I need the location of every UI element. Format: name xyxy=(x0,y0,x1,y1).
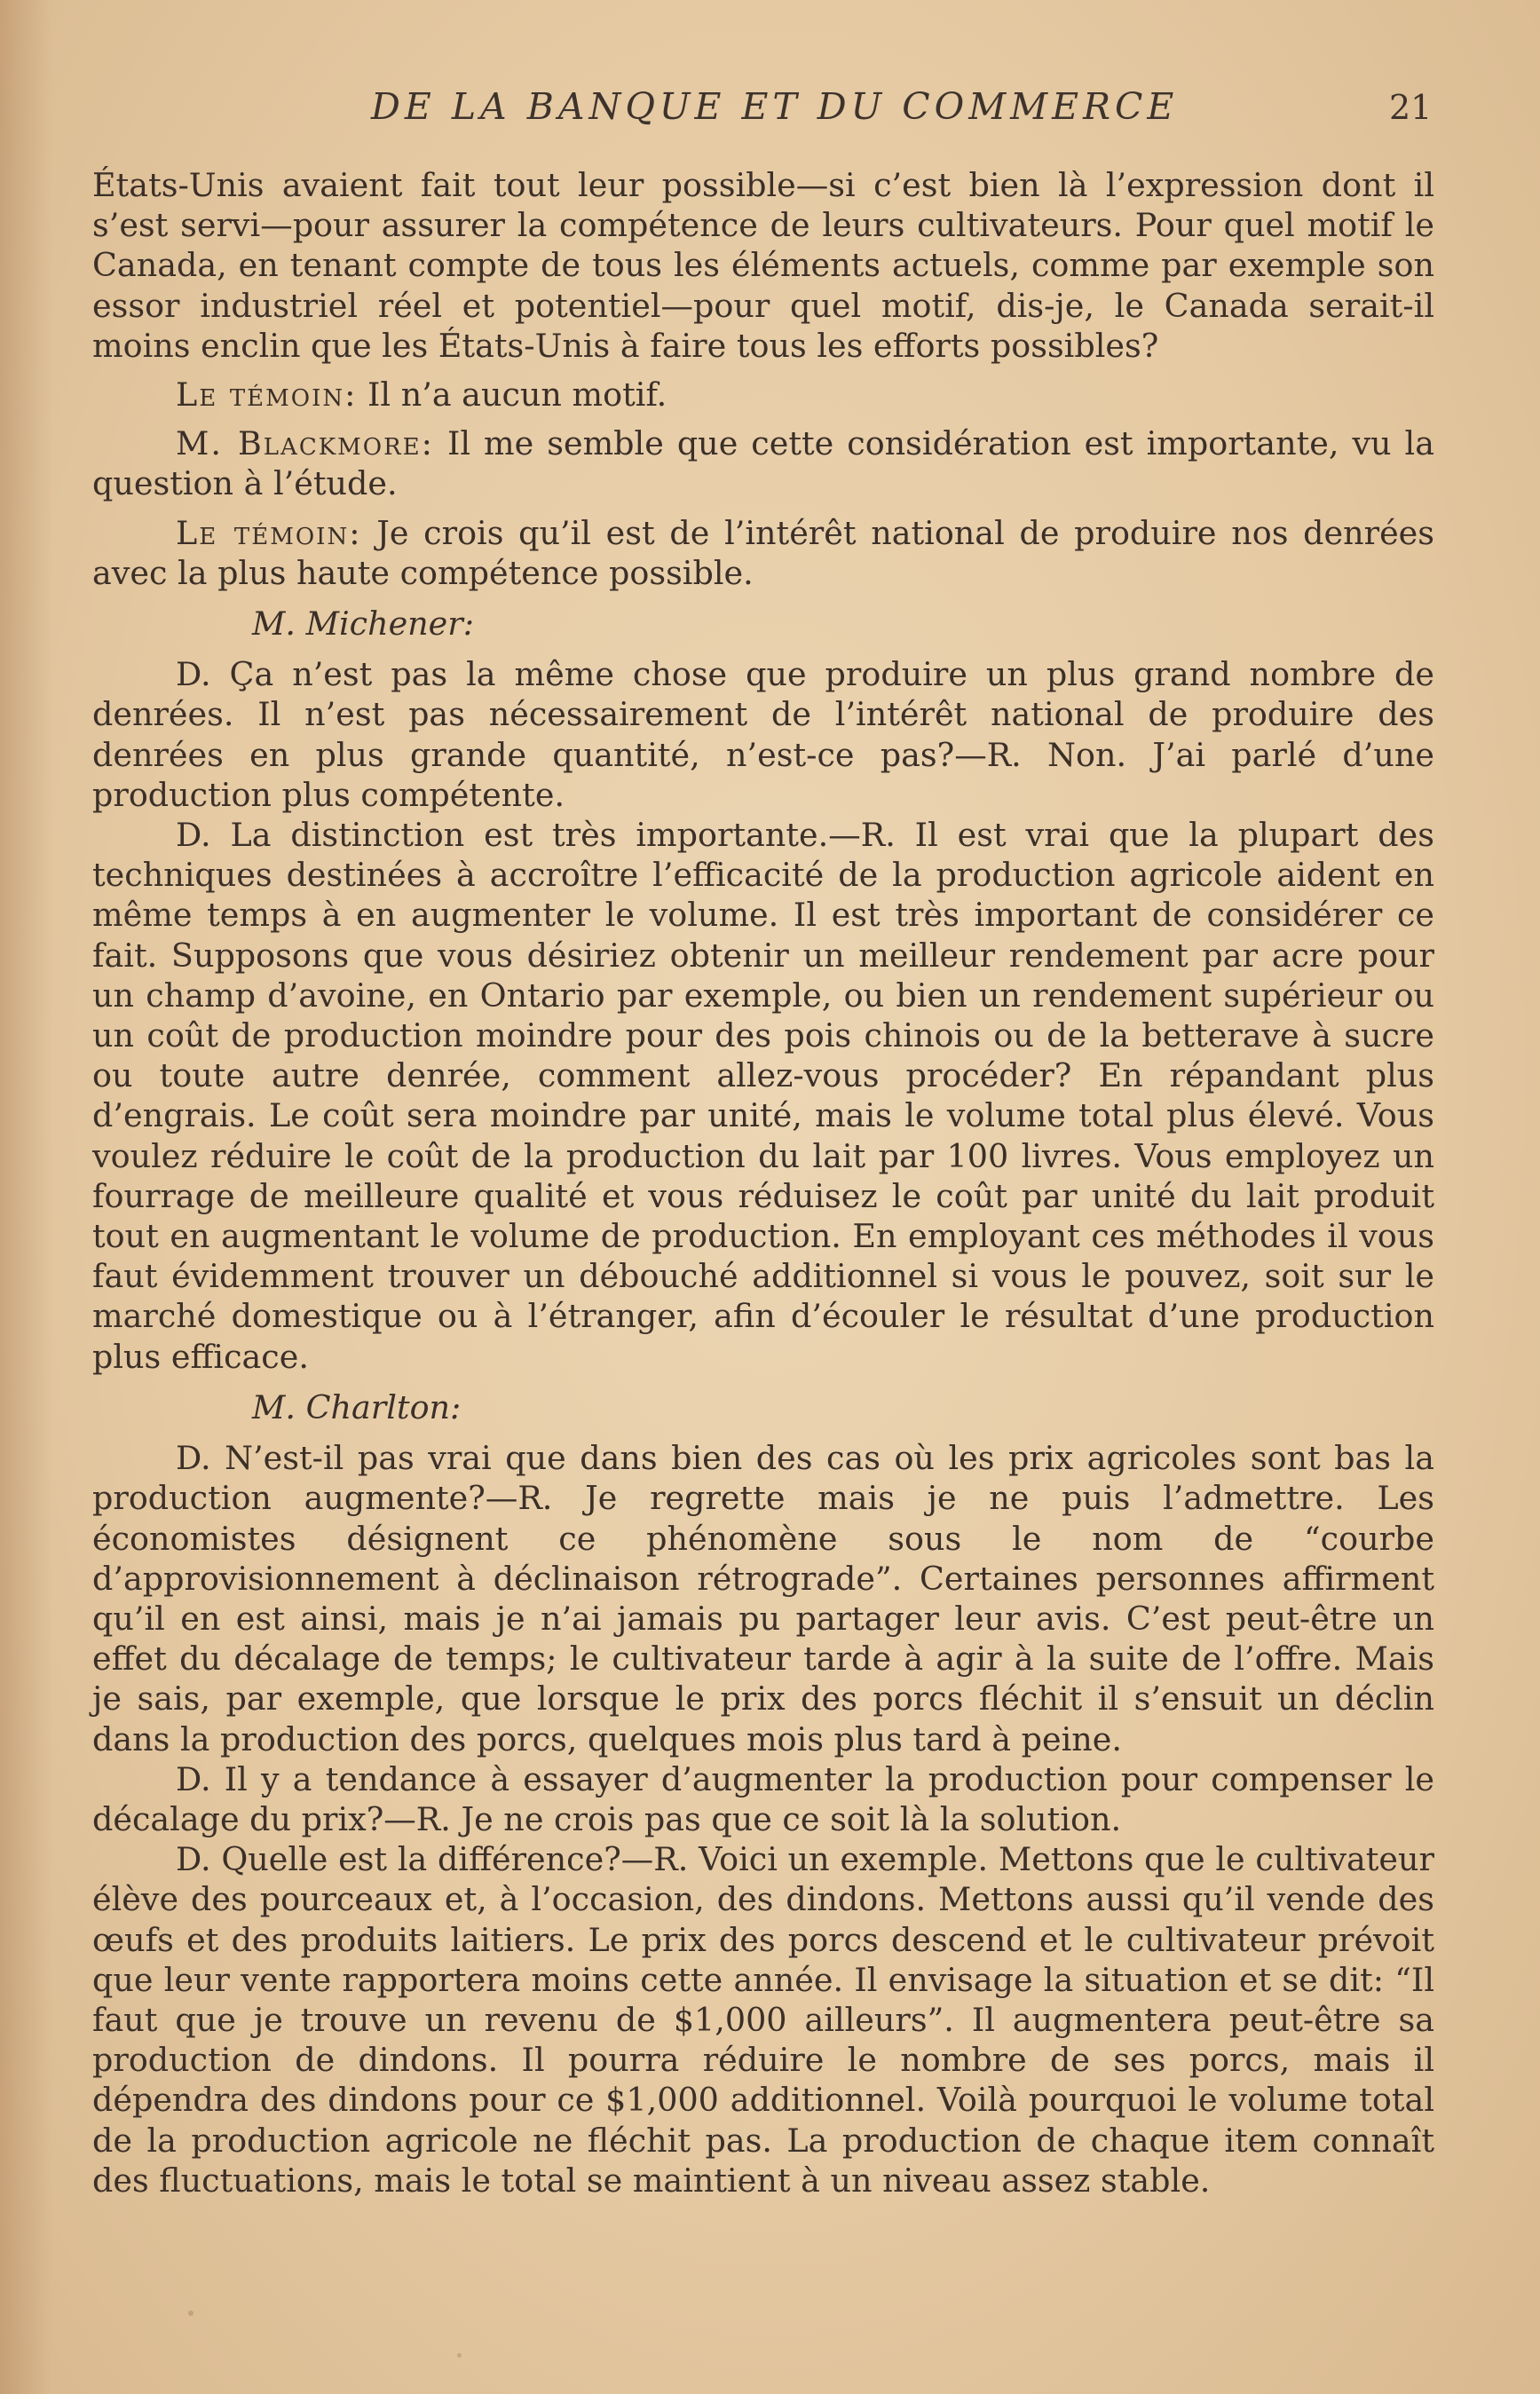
page-body xyxy=(92,165,1434,2200)
interrogator-heading: M. Michener: xyxy=(252,604,475,644)
speaker-label: M. Blackmore: xyxy=(176,424,434,463)
paper-spot xyxy=(457,2353,462,2358)
testimony-paragraph xyxy=(92,513,1434,593)
paragraph: États-Unis avaient fait tout leur possible—si c’est bien là l’expression dont il s’est servi—pour assurer la compétence de leurs cultivateurs. Pour quel motif le Canada, en tenant compte de tous les éléments actuels, comme par exemple son essor industriel réel et potentiel—pour quel motif, dis-je, le Canada serait-il moins enclin que les États-Unis à faire tous les efforts possibles? xyxy=(92,166,1434,365)
question-answer: D. N’est-il pas vrai que dans bien des cas où les prix agricoles sont bas la production augmente?—R. Je regrette mais je ne puis l’admettre. Les économistes désignent ce phénomène sous le nom de “courbe d’approvisionnement à déclinaison rétrograde”. Certaines personnes affirment qu’il en est ainsi, mais je n’ai jamais pu partager leur avis. C’est peut-être un effet du décalage de temps; le cultivateur tarde à agir à la suite de l’offre. Mais je sais, par exemple, que lorsque le prix des porcs fléchit il s’ensuit un déclin dans la production des porcs, quelques mois plus tard à peine. xyxy=(92,1439,1434,1758)
page-number: 21 xyxy=(1389,88,1433,127)
speaker-label: Le témoin: xyxy=(176,375,358,415)
question-answer: D. Il y a tendance à essayer d’augmenter la production pour compenser le décalage du prix?—R. Je ne crois pas que ce soit là la solution. xyxy=(92,1759,1434,1838)
running-title: DE LA BANQUE ET DU COMMERCE xyxy=(371,85,1179,128)
testimony-text: Il n’a aucun motif. xyxy=(367,375,667,415)
question-answer: D. La distinction est très importante.—R. Il est vrai que la plupart des techniques destinées à accroître l’efficacité de la production agricole aident en même temps à en augmenter le volume. Il est très important de considérer ce fait. Supposons que vous désiriez obtenir un meilleur rendement par acre pour un champ d’avoine, en Ontario par exemple, ou bien un rendement supérieur ou un coût de production moindre pour des pois chinois ou de la betterave à sucre ou toute autre denrée, comment allez-vous procéder? En répandant plus d’engrais. Le coût sera moindre par unité, mais le volume total plus élevé. Vous voulez réduire le coût de la production du lait par 100 livres. Vous employez un fourrage de meilleure qualité et vous réduisez le coût par unité du lait produit tout en augmentant le volume de production. En employant ces méthodes il vous faut évidemment trouver un débouché additionnel si vous le pouvez, soit sur le marché domestique ou à l’étranger, afin d’écouler le résultat d’une production plus efficace. xyxy=(92,816,1434,1376)
question-answer: D. Quelle est la différence?—R. Voici un exemple. Mettons que le cultivateur élève des pourceaux et, à l’occasion, des dindons. Mettons aussi qu’il vende des œufs et des produits laitiers. Le prix des porcs descend et le cultivateur prévoit que leur vente rapportera moins cette année. Il envisage la situation et se dit: “Il faut que je trouve un revenu de $1,000 ailleurs”. Il augmentera peut-être sa production de dindons. Il pourra réduire le nombre de ses porcs, mais il dépendra des dindons pour ce $1,000 additionnel. Voilà pourquoi le volume total de la production agricole ne fléchit pas. La production de chaque item connaît des fluctuations, mais le total se maintient à un niveau assez stable. xyxy=(92,1840,1434,2200)
testimony-text: Je crois qu’il est de l’intérêt national de produire nos denrées avec la plus haute compétence possible. xyxy=(92,513,1434,592)
testimony-paragraph xyxy=(92,375,1434,415)
speaker-label: Le témoin: xyxy=(176,513,362,552)
testimony-text: Il me semble que cette considération est importante, vu la question à l’étude. xyxy=(92,424,1434,503)
testimony-paragraph xyxy=(92,423,1434,503)
interrogator-heading: M. Charlton: xyxy=(252,1387,462,1426)
paper-spot xyxy=(188,2311,193,2316)
question-answer: D. Ça n’est pas la même chose que produire un plus grand nombre de denrées. Il n’est pas nécessairement de l’intérêt national de produire des denrées en plus grande quantité, n’est-ce pas?—R. Non. J’ai parlé d’une production plus compétente. xyxy=(92,655,1434,814)
page-edge-shadow xyxy=(0,0,53,2394)
